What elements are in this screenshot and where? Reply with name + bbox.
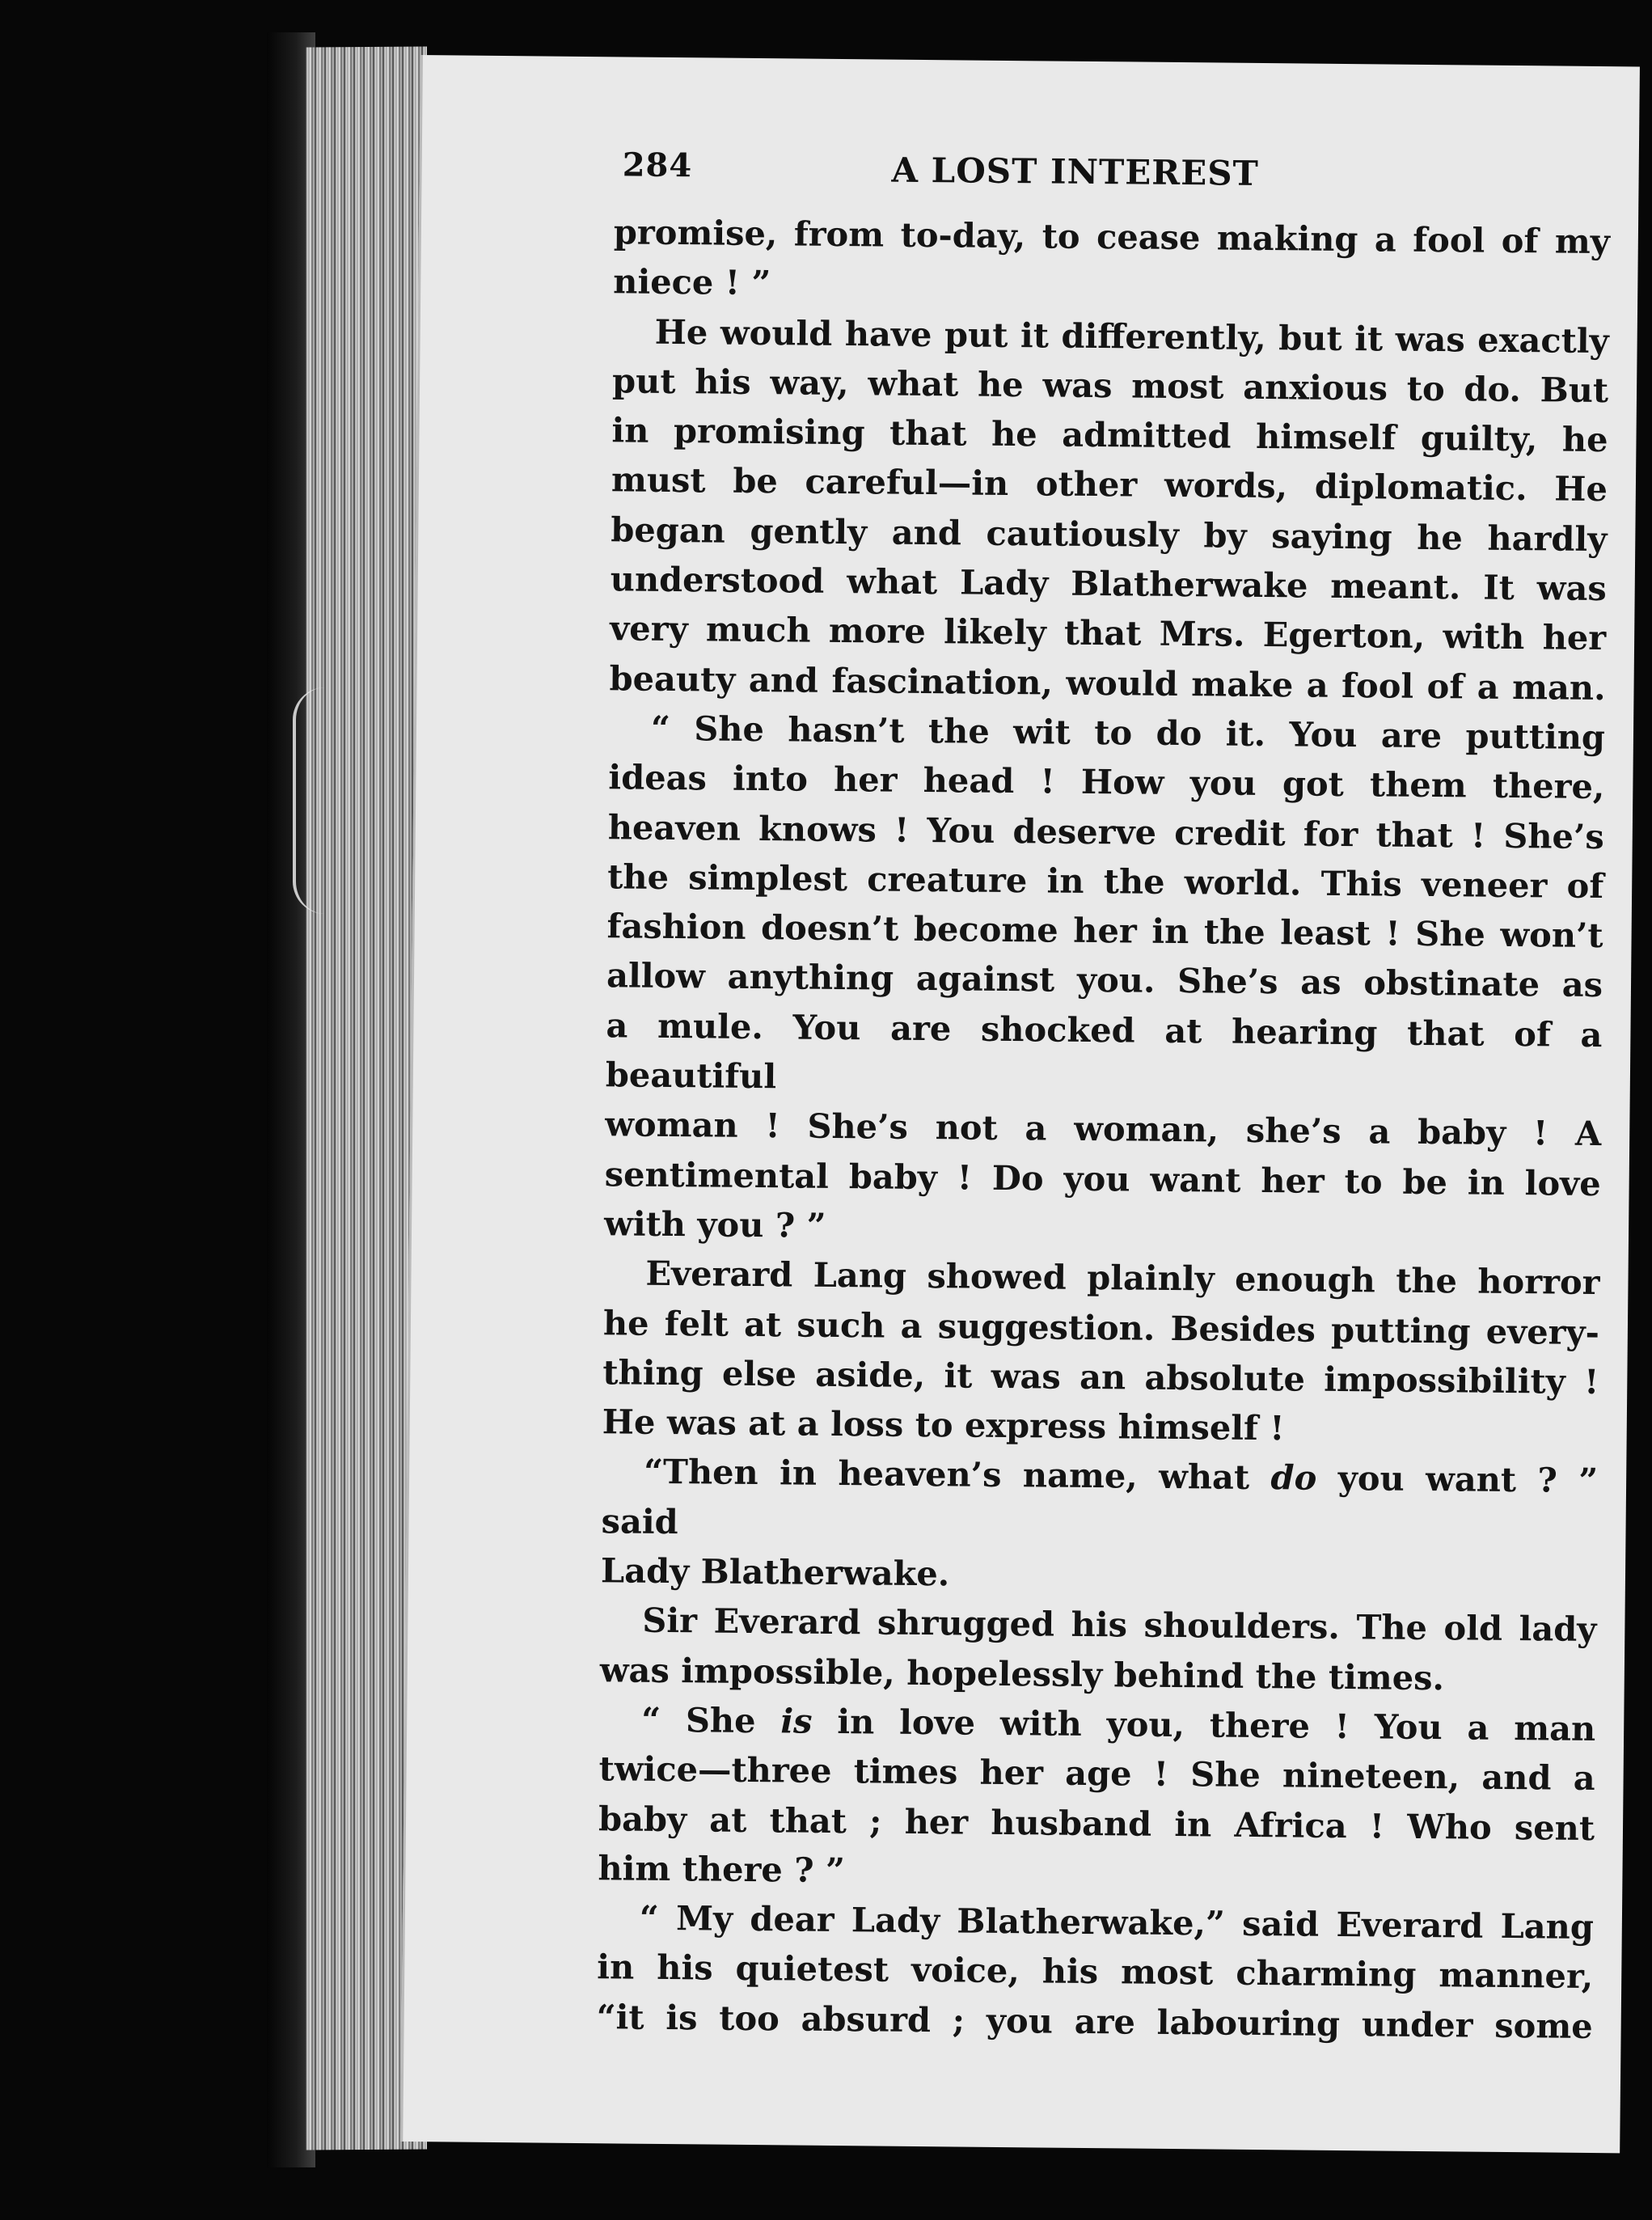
text-line: must be careful—in other words, diplomatic. He: [611, 459, 1608, 510]
text-line: understood what Lady Blatherwake meant. It was: [610, 559, 1607, 609]
text-line: was impossible, hopelessly behind the times.: [599, 1649, 1445, 1698]
text-line: with you ? ”: [603, 1203, 826, 1245]
text-line: woman ! She’s not a woman, she’s a baby ! A: [605, 1104, 1602, 1154]
text-line: heaven knows ! You deserve credit for that ! She’s: [607, 806, 1605, 856]
text-line: “it is too absurd ; you are labouring under some: [596, 1996, 1593, 2046]
text-line: in promising that he admitted himself guilty, he: [611, 410, 1608, 460]
text-line: He was at a loss to express himself !: [602, 1402, 1285, 1448]
text-line: he felt at such a suggestion. Besides putting every-: [602, 1302, 1600, 1352]
page-header: [622, 146, 1601, 204]
text-line: thing else aside, it was an absolute impossibility !: [602, 1352, 1599, 1402]
page-number: 284: [622, 146, 693, 185]
text-line: “ She is in love with you, there ! You a man: [641, 1699, 1596, 1749]
text-line: allow anything against you. She’s as obstinate as: [606, 955, 1603, 1005]
text-line: ideas into her head ! How you got them there,: [608, 757, 1605, 807]
running-head: A LOST INTEREST: [891, 150, 1260, 193]
text-line: promise, from to-day, to cease making a fool of my: [613, 212, 1611, 262]
text-line: fashion doesn’t become her in the least ! She won’t: [606, 906, 1603, 956]
text-line: the simplest creature in the world. This veneer of: [607, 856, 1604, 906]
body-text: [596, 207, 1610, 2051]
text-line: Lady Blatherwake.: [600, 1550, 950, 1594]
text-line: a mule. You are shocked at hearing that of a beautiful: [605, 1005, 1603, 1097]
page-crease-mark: [293, 687, 344, 914]
text-line: very much more likely that Mrs. Egerton, with her: [609, 608, 1607, 658]
text-line: sentimental baby ! Do you want her to be in love: [604, 1153, 1601, 1203]
text-line: him there ? ”: [598, 1848, 846, 1890]
text-line: beauty and fascination, would make a fool of a man.: [609, 658, 1606, 708]
text-line: “ My dear Lady Blatherwake,” said Everard Lang: [639, 1897, 1595, 1947]
text-line: in his quietest voice, his most charming manner,: [597, 1947, 1594, 1997]
text-line: niece ! ”: [613, 261, 771, 303]
text-line: put his way, what he was most anxious to do. But: [611, 361, 1609, 411]
text-line: “ She hasn’t the wit to do it. You are putting: [650, 708, 1606, 758]
text-line: baby at that ; her husband in Africa ! Who sent: [598, 1798, 1595, 1848]
text-line: twice—three times her age ! She nineteen, and a: [598, 1749, 1595, 1799]
text-line: Sir Everard shrugged his shoulders. The old lady: [642, 1601, 1597, 1650]
book-page: [400, 55, 1640, 2153]
text-line: “Then in heaven’s name, what do you want ? ” said: [601, 1452, 1599, 1541]
text-line: Everard Lang showed plainly enough the horror: [645, 1253, 1600, 1303]
text-line: began gently and cautiously by saying he hardly: [611, 510, 1608, 559]
text-line: He would have put it differently, but it was exactly: [654, 311, 1609, 361]
